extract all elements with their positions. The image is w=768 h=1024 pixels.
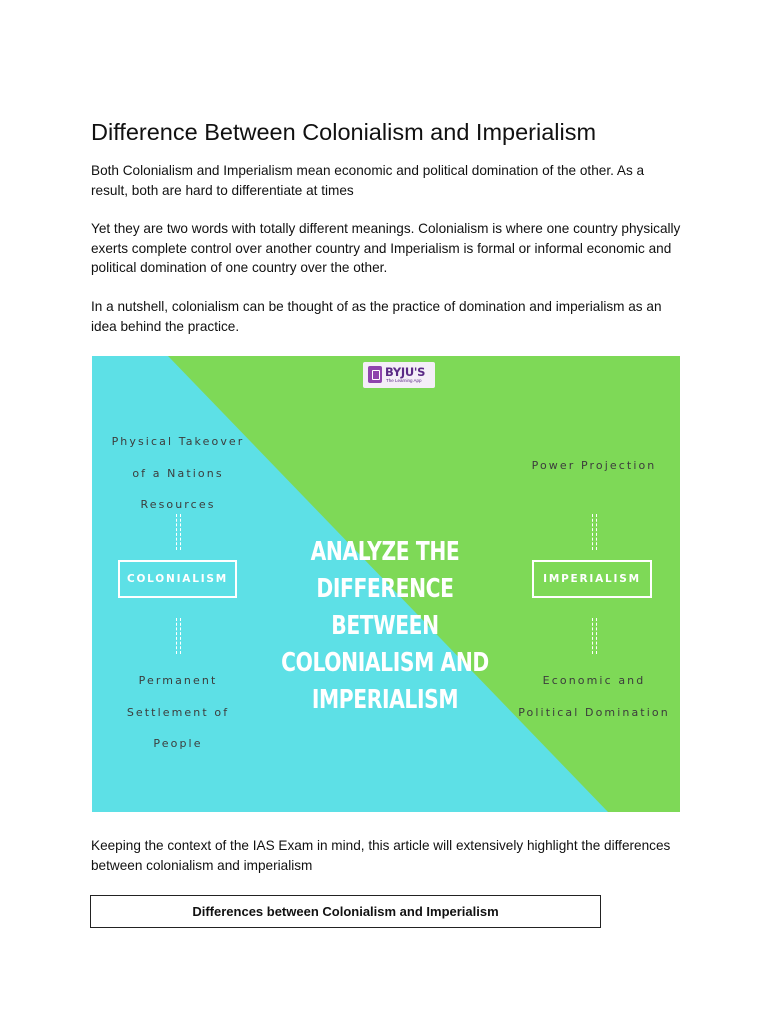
paragraph-nutshell: In a nutshell, colonialism can be thought of as the practice of domination and imperialism as an idea behind the practice. bbox=[91, 299, 662, 334]
imperialism-box: IMPERIALISM bbox=[532, 560, 652, 598]
infographic-headline: ANALYZE THE DIFFERENCE BETWEEN COLONIALISM AND IMPERIALISM bbox=[281, 537, 489, 715]
byjus-logo-icon bbox=[368, 366, 382, 383]
infographic-image bbox=[92, 356, 680, 812]
byjus-logo bbox=[363, 362, 435, 388]
paragraph-definitions: Yet they are two words with totally different meanings. Colonialism is where one country physically exerts complete control over another country and Imperialism is formal or informal economic and political domination of one country over the other. bbox=[91, 221, 681, 275]
colonialism-top-connector bbox=[176, 514, 181, 550]
paragraph-context: Keeping the context of the IAS Exam in mind, this article will extensively highlight the differences between colonialism and imperialism bbox=[91, 838, 671, 873]
colonialism-bottom-text: Permanent Settlement of People bbox=[126, 674, 230, 750]
imperialism-top-text: Power Projection bbox=[531, 459, 657, 472]
colonialism-box: COLONIALISM bbox=[118, 560, 237, 598]
imperialism-bottom-connector bbox=[592, 618, 597, 654]
paragraph-intro: Both Colonialism and Imperialism mean economic and political domination of the other. As a result, both are hard to differentiate at times bbox=[91, 163, 645, 198]
colonialism-top-text: Physical Takeover of a Nations Resources bbox=[111, 435, 245, 511]
imperialism-top-connector bbox=[592, 514, 597, 550]
colonialism-bottom-connector bbox=[176, 618, 181, 654]
imperialism-bottom-text: Economic and Political Domination bbox=[518, 674, 670, 719]
logo-tagline: The Learning App bbox=[386, 378, 422, 383]
document-title: Difference Between Colonialism and Imperialism bbox=[91, 119, 597, 145]
differences-table-header: Differences between Colonialism and Imperialism bbox=[90, 895, 601, 928]
logo-name: BYJU'S bbox=[385, 365, 426, 379]
